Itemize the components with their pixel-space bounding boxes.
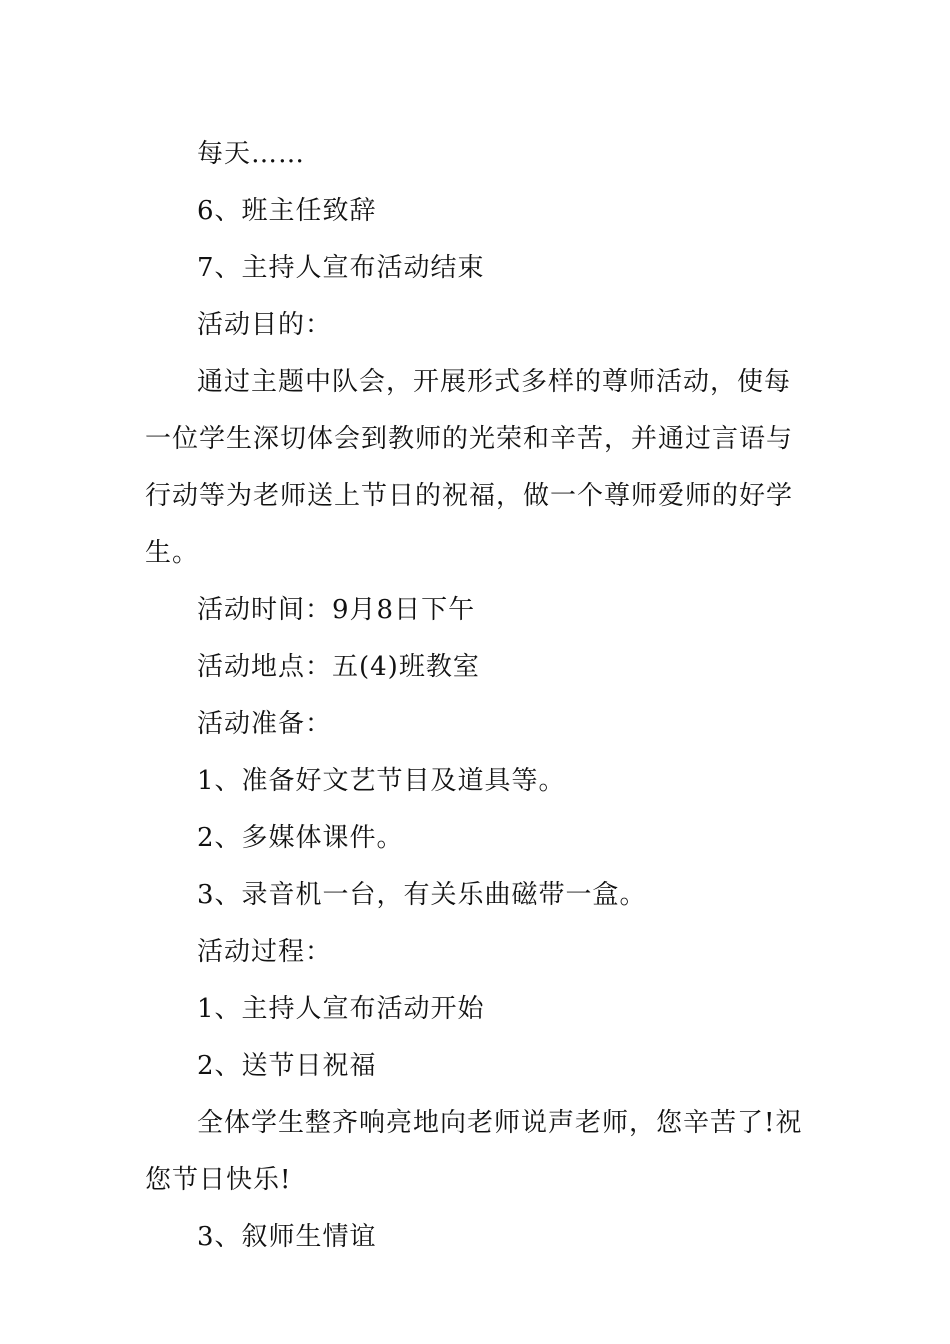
list-item: 3、录音机一台，有关乐曲磁带一盒。 xyxy=(197,880,647,910)
paragraph: 活动时间：9月8日下午 xyxy=(197,595,476,625)
paragraph: 全体学生整齐响亮地向老师说声老师，您辛苦了!祝您节日快乐! xyxy=(145,1108,803,1195)
list-item: 1、主持人宣布活动开始 xyxy=(197,994,485,1024)
section-heading: 活动准备： xyxy=(197,709,333,739)
paragraph: 6、班主任致辞 xyxy=(197,196,377,226)
paragraph: 活动地点：五(4)班教室 xyxy=(197,652,480,682)
document-body xyxy=(145,126,810,1266)
paragraph: 7、主持人宣布活动结束 xyxy=(197,253,485,283)
list-item: 3、叙师生情谊 xyxy=(197,1222,377,1252)
list-item: 2、送节日祝福 xyxy=(197,1051,377,1081)
list-item: 2、多媒体课件。 xyxy=(197,823,404,853)
paragraph: 每天…… xyxy=(197,139,306,169)
list-item: 1、准备好文艺节目及道具等。 xyxy=(197,766,566,796)
section-heading: 活动过程： xyxy=(197,937,333,967)
paragraph: 通过主题中队会，开展形式多样的尊师活动，使每一位学生深切体会到教师的光荣和辛苦，并通过言语与行动等为老师送上节日的祝福，做一个尊师爱师的好学生。 xyxy=(145,367,794,568)
section-heading: 活动目的： xyxy=(197,310,333,340)
